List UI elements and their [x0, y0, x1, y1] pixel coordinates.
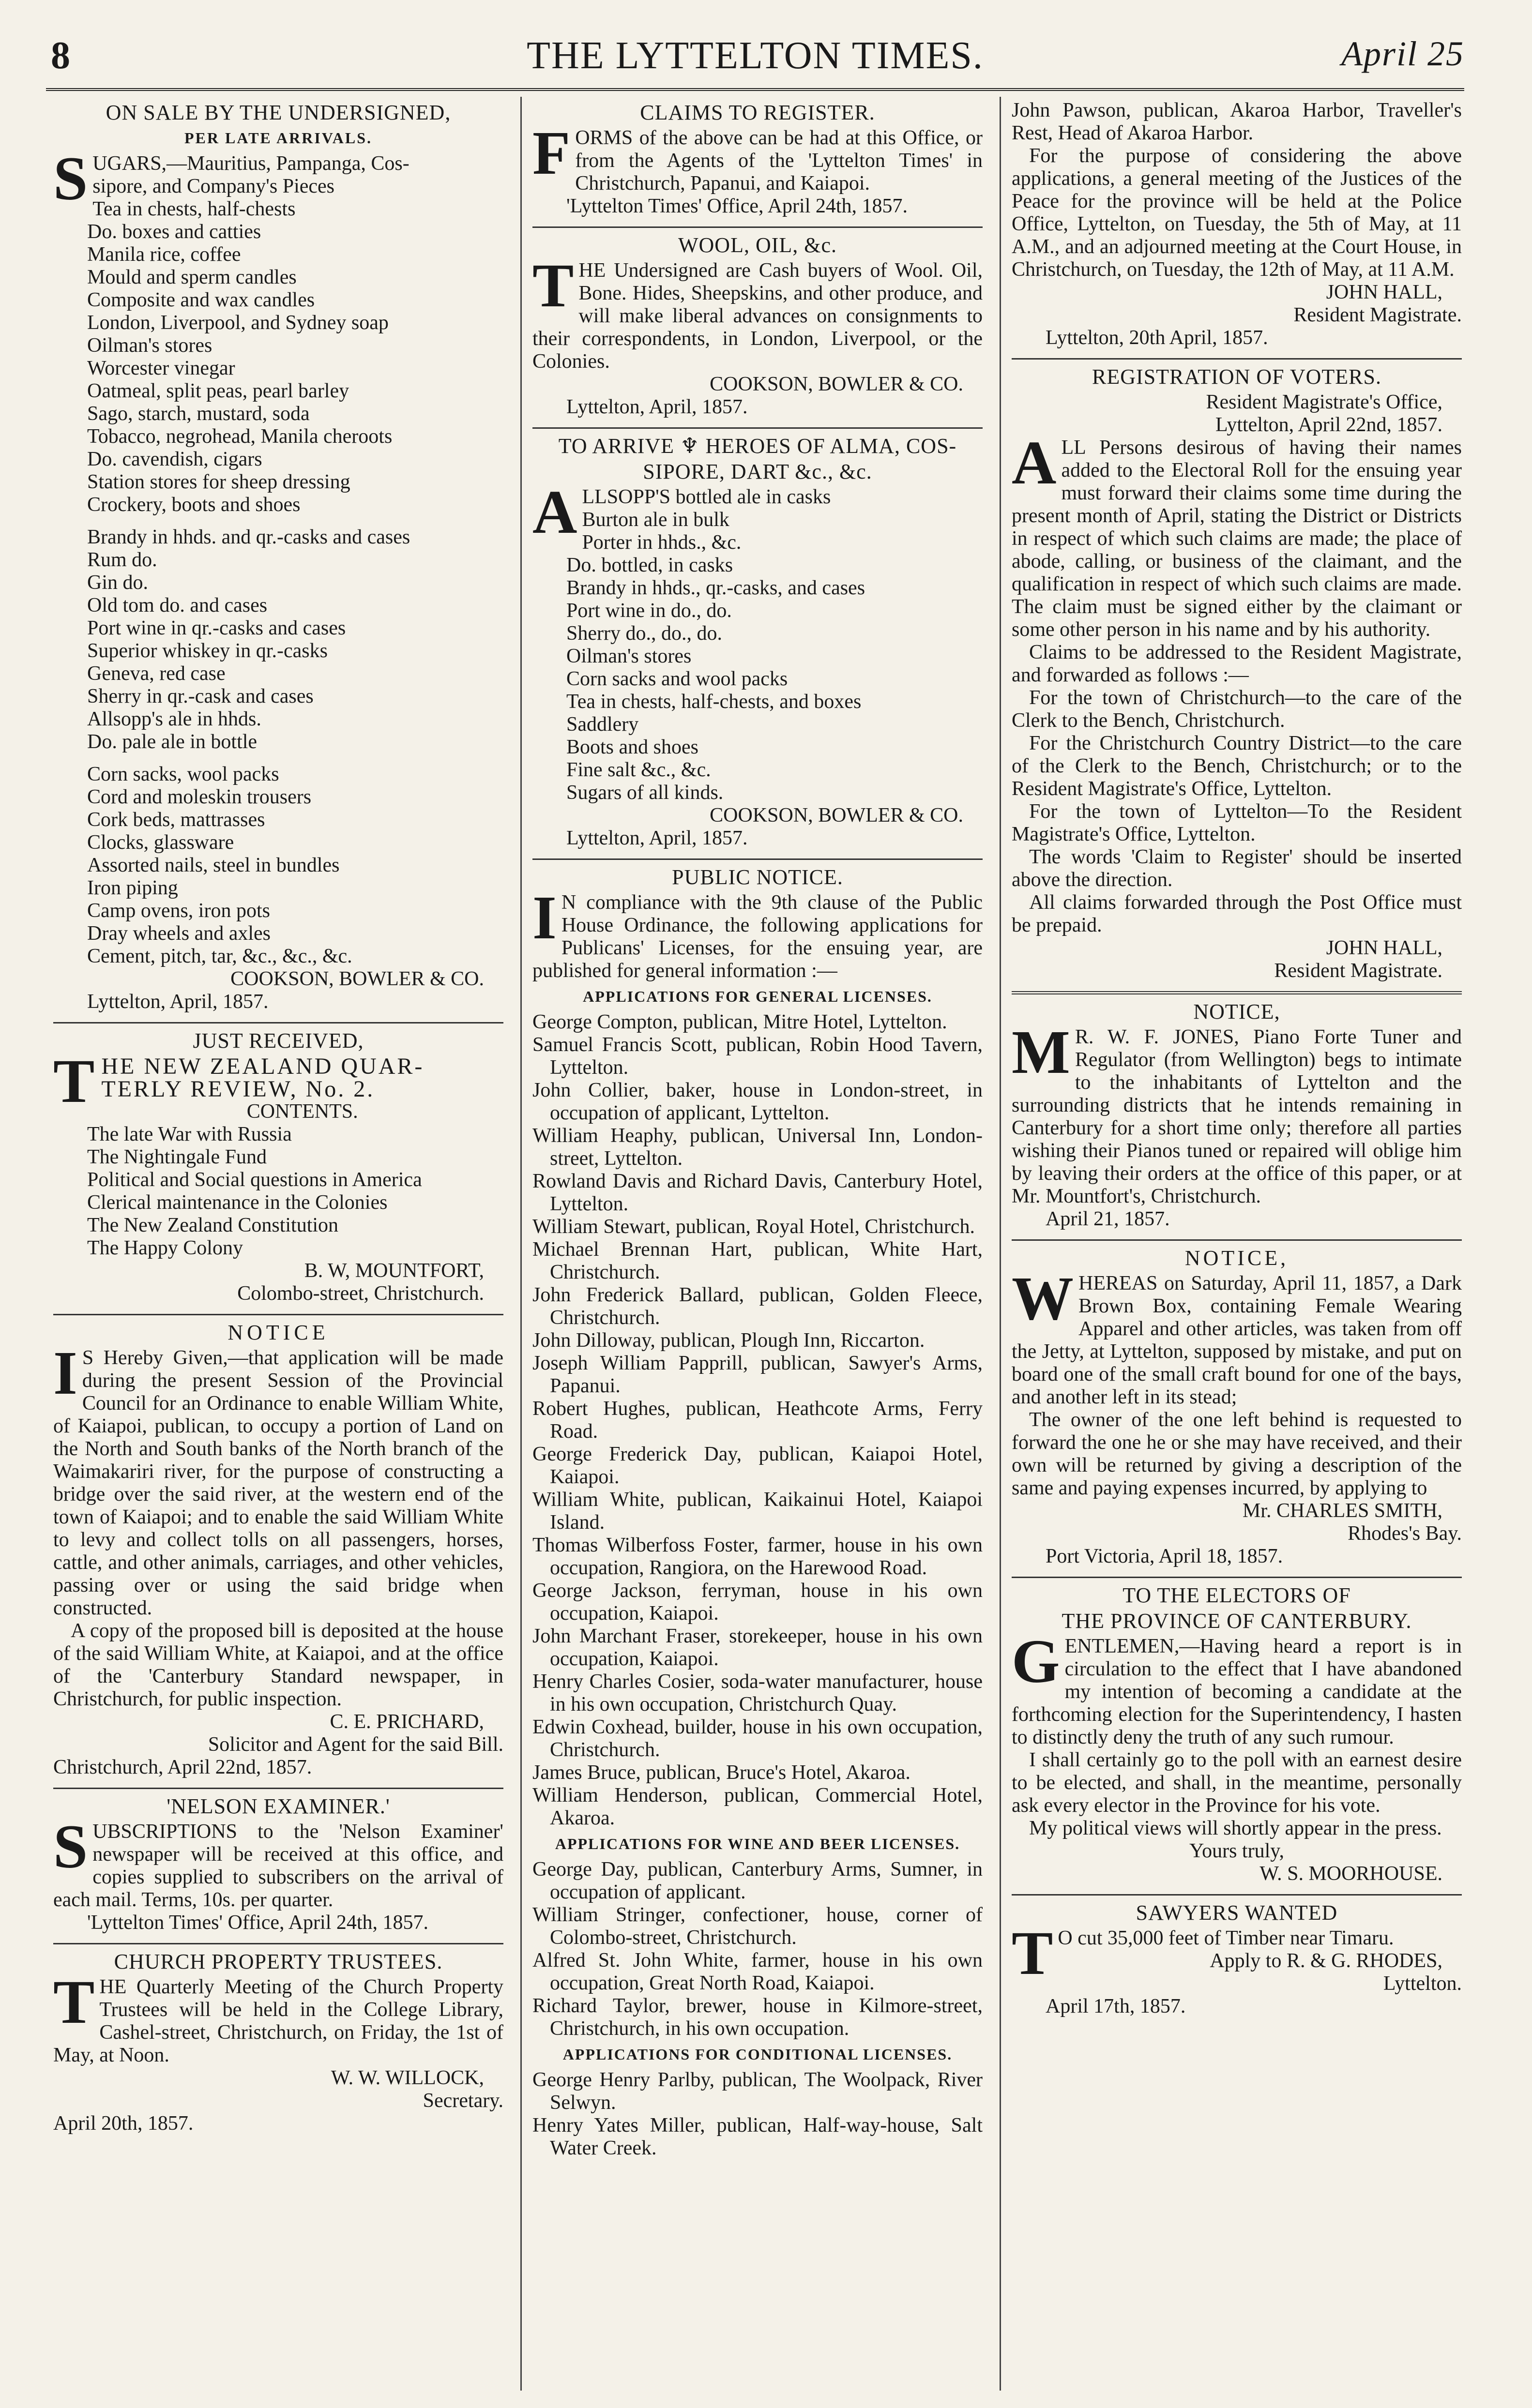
issue-date: April 25 — [1341, 34, 1464, 73]
notice-text: Claims to be addressed to the Resident Magistrate, and forwarded as follows :— — [1012, 641, 1462, 686]
list-item: Composite and wax candles — [87, 289, 315, 311]
list-item: Corn sacks, wool packs — [87, 763, 279, 785]
notice-date: Christchurch, April 22nd, 1857. — [53, 1756, 312, 1778]
column-2 — [532, 99, 983, 2383]
notice-heading: NOTICE, — [1193, 1000, 1280, 1023]
advert-wool-oil — [532, 234, 983, 419]
advert-date: April 17th, 1857. — [1046, 1995, 1186, 2017]
notice-text: The words 'Claim to Register' should be inserted above the direction. — [1012, 846, 1462, 891]
firm-signature: COOKSON, BOWLER & CO. — [710, 804, 963, 827]
license-entry: Michael Brennan Hart, publican, White Hart, Christchurch. — [532, 1238, 983, 1283]
license-entry: George Frederick Day, publican, Kaiapoi Hotel, Kaiapoi. — [532, 1443, 983, 1488]
advert-lead: sipore, and Company's Pieces — [92, 175, 335, 197]
list-item: Do. cavendish, cigars — [87, 448, 262, 470]
notice-date: April 20th, 1857. — [53, 2112, 194, 2135]
list-item: The late War with Russia — [87, 1123, 292, 1145]
drop-cap: A — [1012, 428, 1057, 497]
list-item: Gin do. — [87, 572, 148, 594]
signature-title: Secretary. — [423, 2090, 503, 2112]
office-date: 'Lyttelton Times' Office, April 24th, 1857. — [87, 1911, 429, 1934]
notice-text: The owner of the one left behind is requested to forward the one he or she may have received, and their own will be returned by giving a description of the same and paying expenses incurred, by applying to — [1012, 1409, 1462, 1499]
advert-heading: SAWYERS WANTED — [1136, 1901, 1338, 1925]
advert-subheading: PER LATE ARRIVALS. — [184, 129, 372, 147]
list-item: The Nightingale Fund — [87, 1146, 267, 1168]
signature: W. W. WILLOCK, — [331, 2067, 484, 2089]
drop-cap: T — [1012, 1919, 1053, 1987]
notice-heading: PUBLIC NOTICE. — [672, 865, 843, 889]
list-item: Do. boxes and catties — [87, 221, 261, 243]
list-item: Tobacco, negrohead, Manila cheroots — [87, 425, 393, 448]
signature-address: Rhodes's Bay. — [1348, 1522, 1462, 1545]
list-item: Worcester vinegar — [87, 357, 235, 379]
advert-heading: ON SALE BY THE UNDERSIGNED, — [106, 101, 451, 124]
goods-list — [532, 531, 983, 804]
license-entry: Richard Taylor, brewer, house in Kilmore-street, Christchurch, in his own occupation. — [532, 1995, 983, 2040]
notice-text: N compliance with the 9th clause of the Public House Ordinance, the following applications for Publicans' Licenses, for the ensuing year, are published for general information :— — [532, 891, 983, 982]
drop-cap: T — [53, 1968, 95, 2036]
list-item: Rum do. — [87, 549, 157, 571]
signature-title: Resident Magistrate. — [1274, 960, 1442, 982]
list-item: Mould and sperm candles — [87, 266, 297, 288]
notice-text: HE Quarterly Meeting of the Church Property Trustees will be held in the College Library, Cashel-street, Christchurch, on Friday, the 1st of May, at Noon. — [53, 1976, 503, 2066]
column-1 — [53, 99, 503, 2383]
list-item: Sherry in qr.-cask and cases — [87, 685, 314, 707]
license-entry: Henry Yates Miller, publican, Half-way-house, Salt Water Creek. — [532, 2114, 983, 2159]
license-list — [532, 2069, 983, 2160]
list-item: Tea in chests, half-chests — [92, 198, 296, 220]
drop-cap: S — [53, 1812, 88, 1881]
license-entry: William Stringer, confectioner, house, corner of Colombo-street, Christchurch. — [532, 1904, 983, 1949]
advert-on-sale — [53, 101, 503, 1013]
list-item: Old tom do. and cases — [87, 594, 268, 617]
license-entry: George Compton, publican, Mitre Hotel, Lyttelton. — [532, 1011, 947, 1033]
notice-text: For the purpose of considering the above applications, a general meeting of the Justices of the Peace for the province will be held at the Police Office, Lyttelton, on Tuesday, the 5th of May, at 11 A.M., and an adjourned meeting at the Court House, in Christchurch, on Tuesday, the 12th of May, at 11 A.M. — [1012, 145, 1462, 281]
notice-text: A copy of the proposed bill is deposited at the house of the said William White, at Kaiapoi, and at the office of the 'Canterbury Standard newspaper, in Christchurch, for public inspection. — [53, 1620, 503, 1710]
notice-claims-to-register — [532, 101, 983, 218]
drop-cap: S — [53, 144, 88, 213]
list-item: Do. pale ale in bottle — [87, 731, 258, 753]
notice-church-trustees — [53, 1950, 503, 2135]
list-item: London, Liverpool, and Sydney soap — [87, 312, 389, 334]
license-entry: John Marchant Fraser, storekeeper, house in his own occupation, Kaiapoi. — [532, 1625, 983, 1670]
list-item: Fine salt &c., &c. — [566, 759, 711, 781]
signature: C. E. PRICHARD, — [330, 1711, 484, 1733]
goods-list — [53, 763, 503, 968]
notice-brown-box — [1012, 1247, 1462, 1568]
signature: W. S. MOORHOUSE. — [1259, 1863, 1442, 1885]
license-entry: George Day, publican, Canterbury Arms, Sumner, in occupation of applicant. — [532, 1858, 983, 1903]
list-item: Station stores for sheep dressing — [87, 471, 350, 493]
advert-lead: UGARS,—Mauritius, Pampanga, Cos- — [92, 152, 410, 175]
license-entry: Robert Hughes, publican, Heathcote Arms, Ferry Road. — [532, 1398, 983, 1443]
notice-bridge — [53, 1321, 503, 1779]
list-item: Crockery, boots and shoes — [87, 494, 301, 516]
drop-cap: F — [532, 119, 571, 187]
list-item: Cord and moleskin trousers — [87, 786, 312, 808]
license-entry: Joseph William Papprill, publican, Sawyer's Arms, Papanui. — [532, 1352, 983, 1397]
signature: Mr. CHARLES SMITH, — [1242, 1500, 1442, 1522]
license-entry: John Dilloway, publican, Plough Inn, Riccarton. — [532, 1329, 925, 1352]
notice-text: ORMS of the above can be had at this Office, or from the Agents of the 'Lyttelton Times' in Christchurch, Papanui, and Kaiapoi. — [575, 127, 983, 195]
list-item: Tea in chests, half-chests, and boxes — [566, 691, 862, 713]
drop-cap: T — [53, 1047, 97, 1115]
advert-nelson-examiner — [53, 1795, 503, 1934]
license-entry: John Collier, baker, house in London-street, in occupation of applicant, Lyttelton. — [532, 1079, 983, 1124]
list-item: The Happy Colony — [87, 1237, 243, 1259]
list-item: Saddlery — [566, 713, 639, 736]
list-item: Brandy in hhds., qr.-casks, and cases — [566, 577, 865, 599]
notice-date: April 21, 1857. — [1046, 1208, 1170, 1230]
list-item: Sugars of all kinds. — [566, 782, 724, 804]
column-3 — [1012, 99, 1462, 2383]
signature-title: Resident Magistrate. — [1293, 304, 1462, 326]
notice-text: John Pawson, publican, Akaroa Harbor, Traveller's Rest, Head of Akaroa Harbor. — [1012, 99, 1462, 144]
advert-lead: TERLY REVIEW, No. 2. — [101, 1076, 375, 1102]
notice-text: HEREAS on Saturday, April 11, 1857, a Dark Brown Box, containing Female Wearing Apparel and other articles, was taken from off the Jetty, at Lyttelton, supposed by mistake, and put on board one of the small craft bound for one of the bays, and another left in its stead; — [1012, 1272, 1462, 1408]
drop-cap: I — [53, 1339, 77, 1407]
list-item: Manila rice, coffee — [87, 243, 241, 266]
goods-list — [53, 526, 503, 753]
advert-place: Lyttelton. — [1383, 1972, 1462, 1995]
license-list — [532, 1011, 983, 1830]
notice-text: ENTLEMEN,—Having heard a report is in circulation to the effect that I have abandoned my intention of becoming a candidate at the forthcoming election for the Superintendency, I hasten to distinctly deny the truth of any such rumour. — [1012, 1635, 1462, 1748]
public-notice-licenses — [532, 866, 983, 2160]
advert-sawyers-wanted — [1012, 1901, 1462, 2018]
list-item: Boots and shoes — [566, 736, 698, 758]
drop-cap: W — [1012, 1264, 1074, 1333]
column-divider — [520, 97, 522, 2391]
license-category: APPLICATIONS FOR WINE AND BEER LICENSES. — [555, 1835, 960, 1852]
notice-text: My political views will shortly appear in the press. — [1029, 1817, 1442, 1839]
notice-heading: THE PROVINCE OF CANTERBURY. — [1062, 1609, 1412, 1633]
signature-title: Solicitor and Agent for the said Bill. — [208, 1733, 503, 1756]
public-notice-continued — [1012, 99, 1462, 349]
list-item: Sago, starch, mustard, soda — [87, 403, 310, 425]
license-entry: Thomas Wilberfoss Foster, farmer, house in his own occupation, Rangiora, on the Harewood Road. — [532, 1534, 983, 1579]
license-category: APPLICATIONS FOR CONDITIONAL LICENSES. — [562, 2046, 953, 2063]
notice-text: For the town of Lyttelton—To the Resident Magistrate's Office, Lyttelton. — [1012, 800, 1462, 845]
license-entry: James Bruce, publican, Bruce's Hotel, Akaroa. — [532, 1761, 910, 1784]
list-item: Oilman's stores — [566, 645, 692, 667]
drop-cap: I — [532, 883, 557, 952]
list-item: Sherry do., do., do. — [566, 622, 722, 645]
office-line: Lyttelton, April 22nd, 1857. — [1215, 414, 1442, 436]
notice-heading: CLAIMS TO REGISTER. — [640, 101, 875, 124]
notice-date: Port Victoria, April 18, 1857. — [1046, 1545, 1283, 1567]
notice-heading: TO THE ELECTORS OF — [1122, 1583, 1351, 1607]
advert-heading: WOOL, OIL, &c. — [678, 233, 837, 257]
firm-signature: COOKSON, BOWLER & CO. — [230, 968, 484, 990]
list-item: Allsopp's ale in hhds. — [87, 708, 261, 730]
signature-address: Colombo-street, Christchurch. — [237, 1282, 484, 1305]
notice-text: For the Christchurch Country District—to the care of the Clerk to the Bench, Christchurch; or to the Resident Magistrate's Office, Lyttelton. — [1012, 732, 1462, 800]
drop-cap: M — [1012, 1018, 1070, 1086]
list-item: Superior whiskey in qr.-casks — [87, 640, 328, 662]
office-line: Resident Magistrate's Office, — [1206, 391, 1442, 413]
advert-lead: Burton ale in bulk — [582, 509, 729, 531]
list-item: Corn sacks and wool packs — [566, 668, 788, 690]
list-item: Geneva, red case — [87, 662, 226, 685]
license-entry: George Jackson, ferryman, house in his own occupation, Kaiapoi. — [532, 1580, 983, 1625]
list-item: Assorted nails, steel in bundles — [87, 854, 340, 876]
advert-text: HE Undersigned are Cash buyers of Wool. Oil, Bone. Hides, Sheepskins, and other produce, and will make liberal advances on consignments to their correspondents, in London, Liverpool, or the Colonies. — [532, 259, 983, 373]
list-item: Iron piping — [87, 877, 178, 899]
list-item: Clocks, glassware — [87, 831, 234, 854]
license-entry: Samuel Francis Scott, publican, Robin Hood Tavern, Lyttelton. — [532, 1034, 983, 1079]
list-item: Dray wheels and axles — [87, 922, 271, 945]
notice-heading: CHURCH PROPERTY TRUSTEES. — [114, 1950, 443, 1973]
advert-place-date: Lyttelton, April, 1857. — [566, 827, 748, 849]
notice-heading: REGISTRATION OF VOTERS. — [1092, 365, 1381, 389]
advert-lead: HE NEW ZEALAND QUAR- — [101, 1054, 425, 1079]
license-entry: William Henderson, publican, Commercial Hotel, Akaroa. — [532, 1784, 983, 1829]
notice-text: S Hereby Given,—that application will be made during the present Session of the Provincial Council for an Ordinance to enable William White, of Kaiapoi, publican, to occupy a portion of Land on the North and South banks of the North branch of the Waimakariri river, for the purpose of constructing a bridge over the said river, at the western end of the town of Kaiapoi; and to enable the said William White to levy and collect tolls on all passengers, horses, cattle, and other animals, carriages, and other vehicles, passing over or using the said bridge when constructed. — [53, 1347, 503, 1619]
list-item: Political and Social questions in America — [87, 1169, 422, 1191]
license-entry: William White, publican, Kaikainui Hotel, Kaiapoi Island. — [532, 1489, 983, 1534]
list-item: Cork beds, mattrasses — [87, 809, 265, 831]
list-item: Oatmeal, split peas, pearl barley — [87, 380, 349, 402]
advert-place-date: Lyttelton, April, 1857. — [87, 991, 269, 1013]
list-item: Camp ovens, iron pots — [87, 900, 270, 922]
signature: JOHN HALL, — [1326, 937, 1442, 959]
notice-registration-of-voters — [1012, 365, 1462, 982]
list-item: Port wine in qr.-casks and cases — [87, 617, 346, 639]
office-date: 'Lyttelton Times' Office, April 24th, 1857. — [566, 195, 908, 217]
notice-text: LL Persons desirous of having their names added to the Electoral Roll for the ensuing year must forward their claims some time during the present month of April, stating the District or Districts in respect of which such claims are made; the place of abode, calling, or business of the claimant, and the qualification in respect of which such claims are made. The claim must be signed either by the claimant or some other person in his name and by his authority. — [1012, 436, 1462, 641]
closing-salutation: Yours truly, — [1189, 1840, 1285, 1862]
notice-text: I shall certainly go to the poll with an earnest desire to be elected, and shall, in the meantime, personally ask every elector in the Province for his vote. — [1012, 1749, 1462, 1817]
page-number: 8 — [51, 34, 70, 77]
advert-quarterly-review — [53, 1029, 503, 1305]
license-entry: William Heaphy, publican, Universal Inn, London-street, Lyttelton. — [532, 1125, 983, 1170]
notice-text: All claims forwarded through the Post Office must be prepaid. — [1012, 891, 1462, 936]
license-entry: John Frederick Ballard, publican, Golden Fleece, Christchurch. — [532, 1284, 983, 1329]
advert-text: UBSCRIPTIONS to the 'Nelson Examiner' newspaper will be received at this office, and copies supplied to subscribers on the arrival of each mail. Terms, 10s. per quarter. — [53, 1821, 503, 1911]
license-entry: George Henry Parlby, publican, The Woolpack, River Selwyn. — [532, 2069, 983, 2114]
masthead — [46, 29, 1464, 82]
masthead-rule — [46, 88, 1464, 91]
signature: B. W, MOUNTFORT, — [304, 1260, 484, 1282]
contents-heading: CONTENTS. — [246, 1100, 358, 1123]
advert-heading: JUST RECEIVED, — [193, 1029, 364, 1053]
advert-to-arrive — [532, 435, 983, 850]
notice-date: Lyttelton, 20th April, 1857. — [1046, 327, 1268, 349]
advert-text: O cut 35,000 feet of Timber near Timaru. — [1058, 1927, 1394, 1949]
column-divider — [1000, 97, 1001, 2391]
list-item: Oilman's stores — [87, 334, 212, 357]
notice-heading: NOTICE — [228, 1321, 329, 1344]
list-item: Clerical maintenance in the Colonies — [87, 1191, 388, 1214]
newspaper-title: THE LYTTELTON TIMES. — [527, 34, 984, 77]
license-category: APPLICATIONS FOR GENERAL LICENSES. — [583, 988, 932, 1005]
list-item: The New Zealand Constitution — [87, 1214, 339, 1236]
firm-signature: COOKSON, BOWLER & CO. — [710, 373, 963, 395]
notice-piano-tuner — [1012, 1000, 1462, 1231]
list-item: Port wine in do., do. — [566, 600, 732, 622]
license-entry: Henry Charles Cosier, soda-water manufacturer, house in his own occupation, Christchurch Quay. — [532, 1671, 983, 1716]
list-item: Do. bottled, in casks — [566, 554, 733, 576]
list-item: Brandy in hhds. and qr.-casks and cases — [87, 526, 410, 548]
list-item: Porter in hhds., &c. — [582, 531, 742, 554]
apply-line: Apply to R. & G. RHODES, — [1210, 1950, 1442, 1972]
list-item: Cement, pitch, tar, &c., &c., &c. — [87, 945, 352, 967]
license-entry: Rowland Davis and Richard Davis, Canterbury Hotel, Lyttelton. — [532, 1170, 983, 1215]
notice-text: For the town of Christchurch—to the care of the Clerk to the Bench, Christchurch. — [1012, 687, 1462, 732]
signature: JOHN HALL, — [1326, 281, 1442, 303]
advert-heading: 'NELSON EXAMINER.' — [167, 1794, 390, 1818]
drop-cap: T — [532, 251, 574, 320]
notice-text: R. W. F. JONES, Piano Forte Tuner and Regulator (from Wellington) begs to intimate to the inhabitants of Lyttelton and the surrounding districts that he intends remaining in Canterbury for a short time only; therefore all parties wishing their Pianos tuned or repaired will oblige him by leaving their orders at the office of this paper, or at Mr. Mountfort's, Christchurch. — [1012, 1026, 1462, 1207]
license-entry: Alfred St. John White, farmer, house in his own occupation, Great North Road, Kaiapoi. — [532, 1949, 983, 1994]
address-to-electors — [1012, 1584, 1462, 1885]
drop-cap: A — [532, 478, 577, 546]
advert-lead: LLSOPP'S bottled ale in casks — [582, 486, 831, 508]
license-entry: Edwin Coxhead, builder, house in his own occupation, Christchurch. — [532, 1716, 983, 1761]
goods-list — [53, 198, 503, 516]
drop-cap: G — [1012, 1627, 1060, 1696]
license-entry: William Stewart, publican, Royal Hotel, Christchurch. — [532, 1216, 975, 1238]
license-list — [532, 1858, 983, 2040]
advert-heading: SIPORE, DART &c., &c. — [643, 460, 872, 483]
notice-heading: NOTICE, — [1184, 1246, 1289, 1270]
contents-list — [53, 1123, 503, 1260]
advert-place-date: Lyttelton, April, 1857. — [566, 396, 748, 418]
advert-heading: TO ARRIVE ♆ HEROES OF ALMA, COS- — [558, 434, 957, 458]
